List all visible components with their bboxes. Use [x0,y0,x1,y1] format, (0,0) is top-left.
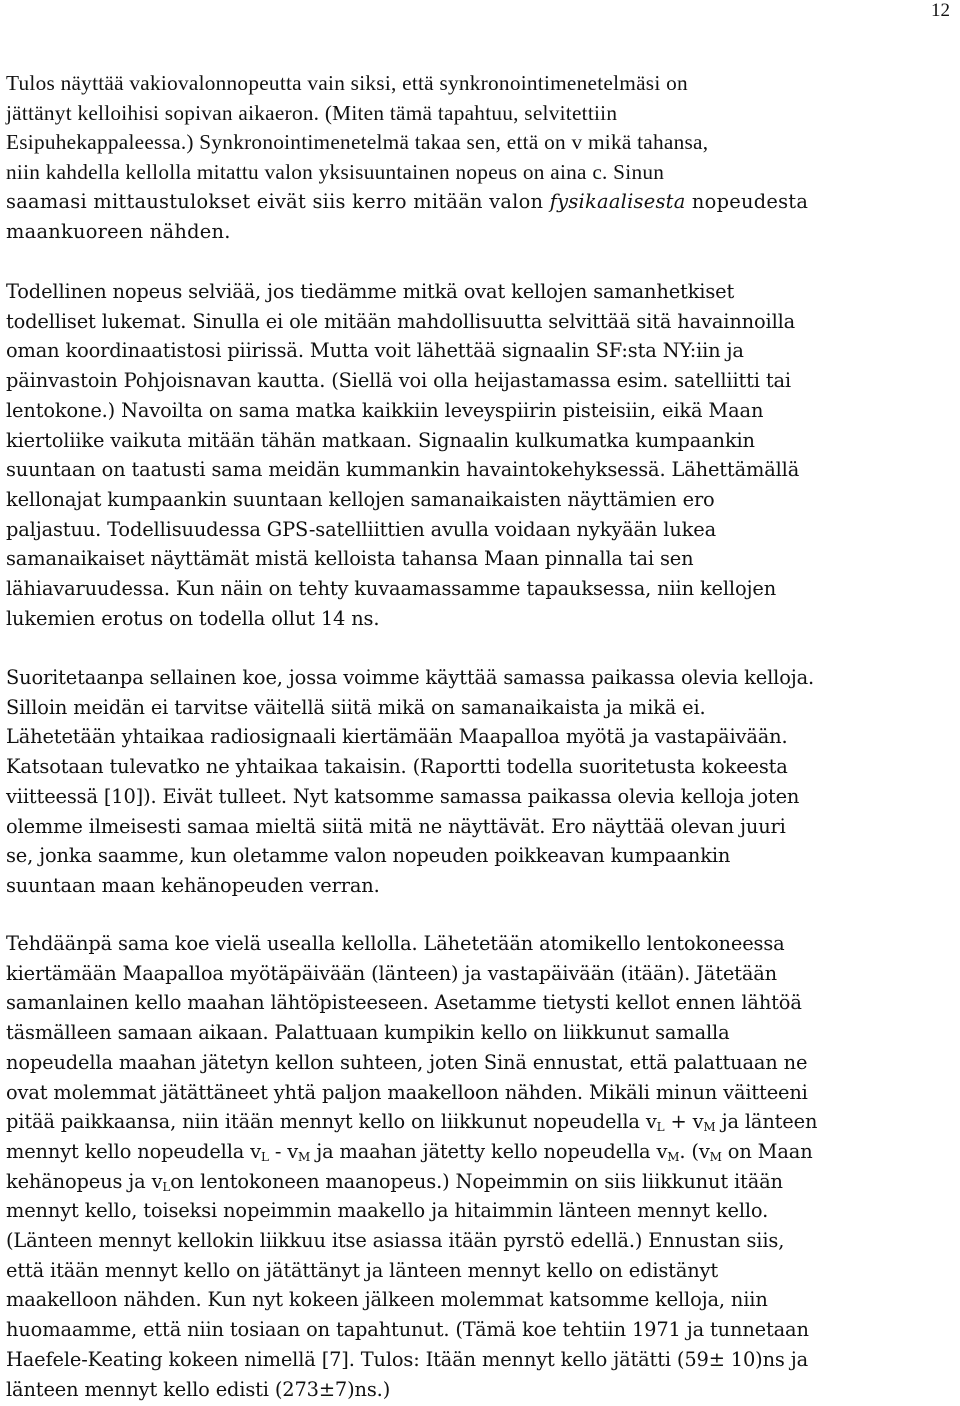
text-line: Lähetetään yhtaikaa radiosignaali kiertämään Maapalloa myötä ja vastapäivään. [6,725,788,749]
text-line: maankuoreen nähden. [6,219,231,243]
text-segment: ja länteen [715,1110,818,1134]
text-line: ovat molemmat jätättäneet yhtä paljon maakelloon nähden. Mikäli minun väitteeni [6,1080,808,1104]
text-line: täsmälleen samaan aikaan. Palattuaan kumpikin kello on liikkunut samalla [6,1021,730,1045]
text-line: että itään mennyt kello on jätättänyt ja länteen mennyt kello on edistänyt [6,1258,719,1282]
text-line: samanlainen kello maahan lähtöpisteeseen. Asetamme tietysti kellot ennen lähtöä [6,991,802,1015]
text-line [6,1137,954,1167]
text-line: kiertoliike vaikuta mitään tähän matkaan. Signaalin kulkumatka kumpaankin [6,428,755,452]
subscript-m: M [298,1149,311,1164]
text-line: suuntaan on taatusti sama meidän kummankin havaintokehyksessä. Lähettämällä [6,458,800,482]
text-line: mennyt kello, toiseksi nopeimmin maakello ja hitaimmin länteen mennyt kello. [6,1199,769,1223]
text-segment: pitää paikkaansa, niin itään mennyt kello on liikkunut nopeudella v [6,1110,657,1134]
text-line: oman koordinaatistosi piirissä. Mutta voit lähettää signaalin SF:sta NY:iin ja [6,339,744,363]
text-line: kiertämään Maapalloa myötäpäivään (länteen) ja vastapäivään (itään). Jätetään [6,961,777,985]
text-segment: - v [268,1139,299,1163]
text-line: Silloin meidän ei tarvitse väitellä siitä mikä on samanaikaista ja mikä ei. [6,695,706,719]
text-line: lukemien erotus on todella ollut 14 ns. [6,606,380,630]
paragraph-1 [6,69,954,246]
text-line: Tulos näyttää vakiovalonnopeutta vain siksi, että synkronointimenetelmäsi on [6,71,688,95]
text-line: lähiavaruudessa. Kun näin on tehty kuvaamassamme tapauksessa, niin kellojen [6,577,777,601]
text-segment: ja maahan jätetty kello nopeudella v [310,1139,668,1163]
text-line: Tehdäänpä sama koe vielä usealla kellolla. Lähetetään atomikello lentokoneessa [6,932,785,955]
text-line [6,1167,954,1197]
text-segment: kehänopeus ja v [6,1169,163,1193]
text-line: (Länteen mennyt kellokin liikkuu itse asiassa itään pyrstö edellä.) Ennustan siis, [6,1229,785,1253]
emphasis-text: fysikaalisesta [549,190,686,213]
subscript-m: M [703,1120,716,1135]
text-line: todelliset lukemat. Sinulla ei ole mitään mahdollisuutta selvittää sitä havainnoilla [6,309,796,333]
subscript-l: L [656,1120,665,1135]
subscript-m: M [667,1149,680,1164]
text-segment: mennyt kello nopeudella v [6,1139,261,1163]
paragraph-4 [6,929,954,1404]
text-line: samanaikaiset näyttämät mistä kelloista tahansa Maan pinnalla tai sen [6,547,694,571]
text-line [6,1107,954,1137]
text-line: niin kahdella kellolla mitattu valon yksisuuntainen nopeus on aina c. Sinun [6,159,665,184]
subscript-l: L [260,1149,269,1164]
text-line: Todellinen nopeus selviää, jos tiedämme mitkä ovat kellojen samanhetkiset [6,280,735,303]
text-line: huomaamme, että niin tosiaan on tapahtunut. (Tämä koe tehtiin 1971 ja tunnetaan [6,1318,809,1342]
text-line: Esipuhekappaleessa.) Synkronointimenetelmä takaa sen, että on v mikä tahansa, [6,130,709,154]
text-line: Haefele-Keating kokeen nimellä [7]. Tulos: Itään mennyt kello jätätti (59± 10)ns ja [6,1347,809,1371]
text-segment: on Maan [721,1139,813,1163]
text-line: suuntaan maan kehänopeuden verran. [6,873,380,897]
text-line: nopeudella maahan jätetyn kellon suhteen, joten Sinä ennustat, että palattuaan ne [6,1050,808,1074]
subscript-m: M [709,1149,722,1164]
paragraph-2 [6,277,954,633]
text-line: jättänyt kelloihisi sopivan aikaeron. (Miten tämä tapahtuu, selvitettiin [6,100,618,125]
text-segment: nopeudesta [685,190,809,213]
text-line: maakelloon nähden. Kun nyt kokeen jälkeen molemmat katsomme kelloja, niin [6,1288,768,1312]
text-segment: saamasi mittaustulokset eivät siis kerro mitään valon [6,190,550,213]
text-line: Katsotaan tulevatko ne yhtaikaa takaisin. (Raportti todella suoritetusta kokeesta [6,755,788,779]
text-line: paljastuu. Todellisuudessa GPS-satelliittien avulla voidaan nykyään lukea [6,517,717,541]
text-line: viitteessä [10]). Eivät tulleet. Nyt katsomme samassa paikassa olevia kelloja joten [6,784,800,808]
text-segment: on lentokoneen maanopeus.) Nopeimmin on siis liikkunut itään [170,1169,783,1193]
text-line: länteen mennyt kello edisti (273±7)ns.) [6,1377,391,1401]
text-line [6,187,954,217]
page-number: 12 [931,0,950,21]
subscript-l: L [162,1179,171,1194]
text-segment: + v [664,1110,704,1134]
text-line: päinvastoin Pohjoisnavan kautta. (Siellä voi olla heijastamassa esim. satelliitti tai [6,369,791,393]
text-line: se, jonka saamme, kun oletamme valon nopeuden poikkeavan kumpaankin [6,844,731,868]
text-line: olemme ilmeisesti samaa mieltä siitä mitä ne näyttävät. Ero näyttää olevan juuri [6,814,786,838]
text-segment: . (v [679,1139,710,1163]
text-line: kellonajat kumpaankin suuntaan kellojen samanaikaisten näyttämien ero [6,487,715,511]
text-line: lentokone.) Navoilta on sama matka kaikkiin leveyspiirin pisteisiin, eikä Maan [6,398,764,422]
text-line: Suoritetaanpa sellainen koe, jossa voimme käyttää samassa paikassa olevia kelloja. [6,666,815,689]
paragraph-3 [6,663,954,901]
